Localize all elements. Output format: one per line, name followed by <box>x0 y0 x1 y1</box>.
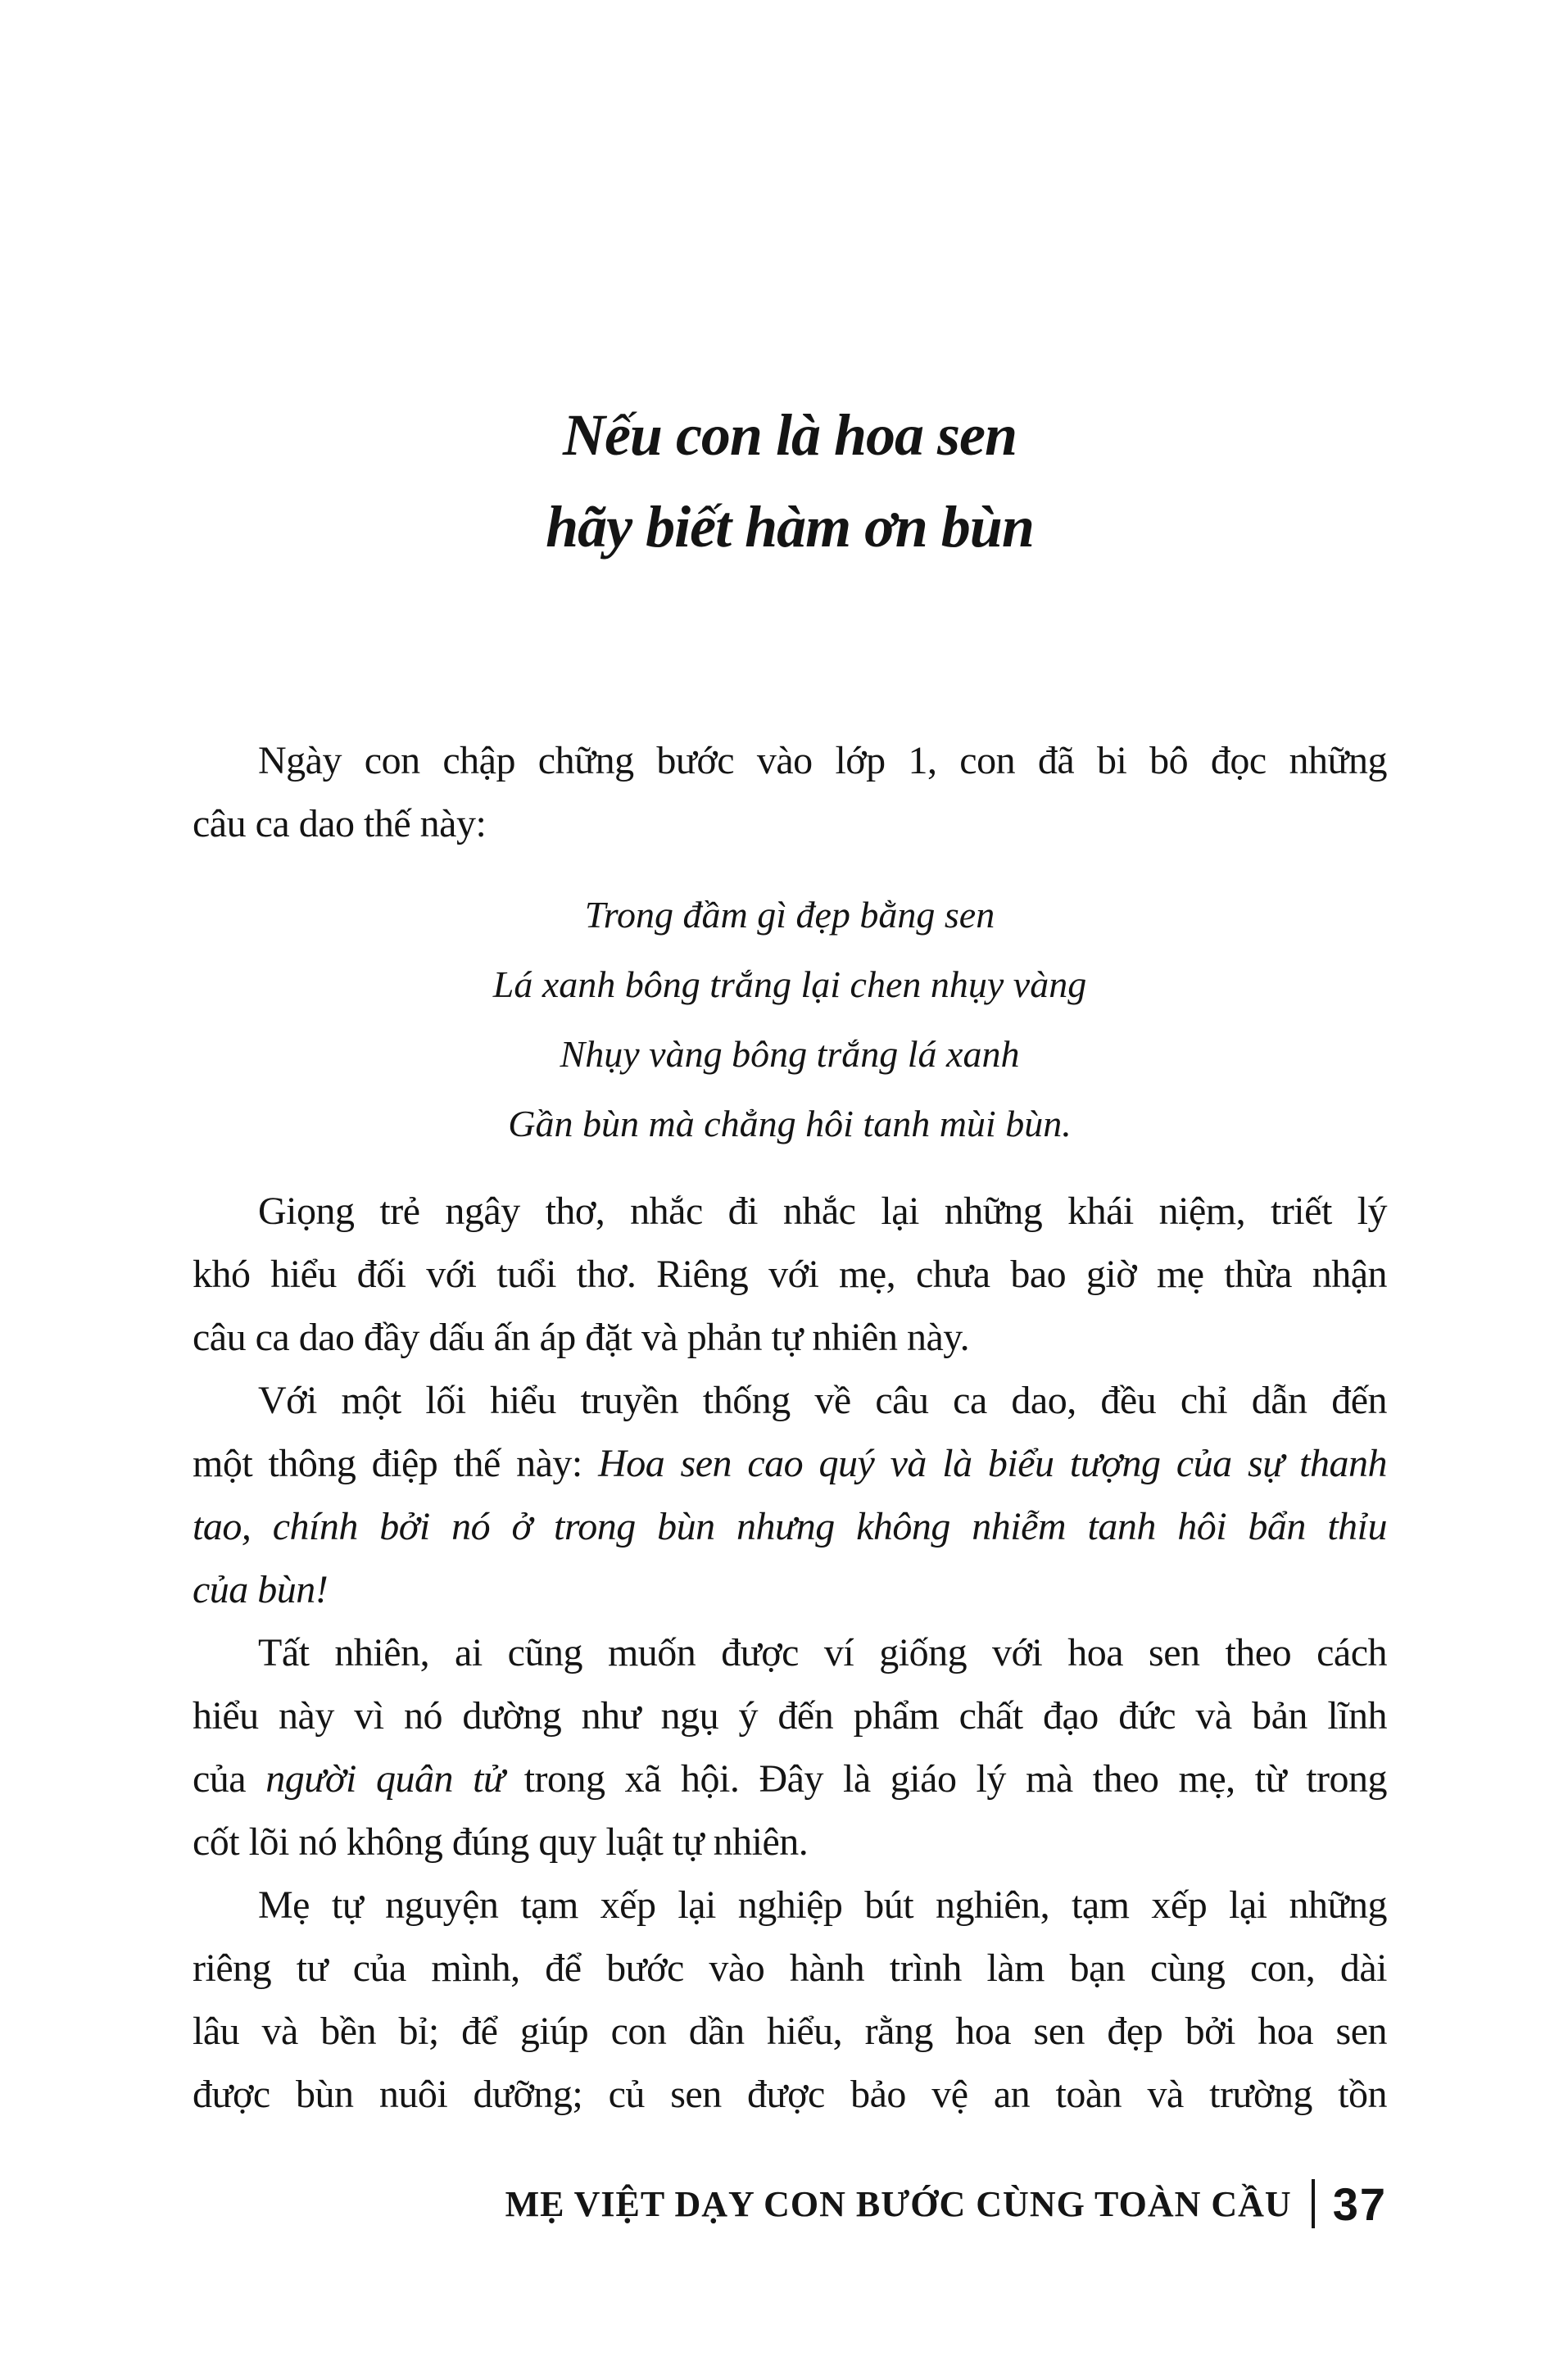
paragraph <box>193 1621 1387 1874</box>
text-line <box>193 1495 1387 1558</box>
poem-line <box>193 1019 1387 1089</box>
text-line <box>193 1432 1387 1495</box>
italic-text: Lá xanh bông trắng lại chen nhụy vàng <box>492 963 1087 1005</box>
italic-text: Nhụy vàng bông trắng lá xanh <box>560 1033 1020 1075</box>
running-title: MẸ VIỆT DẠY CON BƯỚC CÙNG TOÀN CẦU <box>505 2183 1292 2224</box>
text-line <box>193 792 1387 855</box>
regular-text: của <box>193 1757 266 1801</box>
regular-text: Mẹ tự nguyện tạm xếp lại nghiệp bút nghiên, tạm xếp lại những <box>258 1883 1387 1927</box>
page-number: 37 <box>1332 2177 1387 2230</box>
poem-block <box>193 880 1387 1158</box>
text-line <box>193 1621 1387 1684</box>
poem-line <box>193 880 1387 949</box>
paragraph <box>193 1180 1387 1369</box>
regular-text: Tất nhiên, ai cũng muốn được ví giống với hoa sen theo cách <box>258 1631 1387 1674</box>
regular-text: cốt lõi nó không đúng quy luật tự nhiên. <box>193 1820 809 1864</box>
text-line <box>193 1874 1387 1937</box>
chapter-title <box>193 389 1387 573</box>
regular-text: hiểu này vì nó dường như ngụ ý đến phẩm chất đạo đức và bản lĩnh <box>193 1694 1387 1738</box>
regular-text: câu ca dao thế này: <box>193 802 487 845</box>
italic-text: Trong đầm gì đẹp bằng sen <box>584 894 995 936</box>
regular-text: trong xã hội. Đây là giáo lý mà theo mẹ, từ trong <box>504 1757 1388 1801</box>
text-line <box>193 1810 1387 1874</box>
italic-text: người quân tử <box>265 1757 505 1801</box>
text-line <box>193 1180 1387 1243</box>
text-line <box>193 1747 1387 1810</box>
italic-text: Hoa sen cao quý và là biểu tượng của sự thanh <box>598 1442 1387 1485</box>
regular-text: riêng tư của mình, để bước vào hành trình làm bạn cùng con, dài <box>193 1946 1387 1990</box>
footer-separator-bar <box>1312 2179 1315 2228</box>
regular-text: được bùn nuôi dưỡng; củ sen được bảo vệ an toàn và trường tồn <box>193 2073 1387 2116</box>
regular-text: lâu và bền bỉ; để giúp con dần hiểu, rằng hoa sen đẹp bởi hoa sen <box>193 2010 1387 2053</box>
text-column <box>193 0 1387 2126</box>
regular-text: một thông điệp thế này: <box>193 1442 599 1485</box>
text-line <box>193 1937 1387 2000</box>
page-footer <box>505 2167 1387 2241</box>
text-line <box>193 1558 1387 1621</box>
text-line <box>193 2063 1387 2126</box>
poem-line <box>193 1089 1387 1158</box>
italic-text: của bùn! <box>193 1568 329 1611</box>
chapter-title-line-1: Nếu con là hoa sen <box>562 402 1017 468</box>
chapter-title-line-2: hãy biết hàm ơn bùn <box>546 494 1034 560</box>
regular-text: Ngày con chập chững bước vào lớp 1, con đã bi bô đọc những <box>258 739 1387 782</box>
italic-text: Gần bùn mà chẳng hôi tanh mùi bùn. <box>508 1103 1072 1144</box>
italic-text: tao, chính bởi nó ở trong bùn nhưng không nhiễm tanh hôi bẩn thỉu <box>193 1505 1387 1548</box>
text-line <box>193 1243 1387 1306</box>
paragraph <box>193 1369 1387 1621</box>
poem-line <box>193 949 1387 1019</box>
body-text <box>193 729 1387 2126</box>
paragraph <box>193 729 1387 855</box>
text-line <box>193 1306 1387 1369</box>
text-line <box>193 1369 1387 1432</box>
text-line <box>193 729 1387 792</box>
regular-text: khó hiểu đối với tuổi thơ. Riêng với mẹ, chưa bao giờ mẹ thừa nhận <box>193 1253 1387 1296</box>
paragraph <box>193 1874 1387 2126</box>
text-line <box>193 1684 1387 1747</box>
regular-text: câu ca dao đầy dấu ấn áp đặt và phản tự nhiên này. <box>193 1316 970 1359</box>
text-line <box>193 2000 1387 2063</box>
regular-text: Với một lối hiểu truyền thống về câu ca dao, đều chỉ dẫn đến <box>258 1379 1387 1422</box>
regular-text: Giọng trẻ ngây thơ, nhắc đi nhắc lại những khái niệm, triết lý <box>258 1190 1387 1233</box>
